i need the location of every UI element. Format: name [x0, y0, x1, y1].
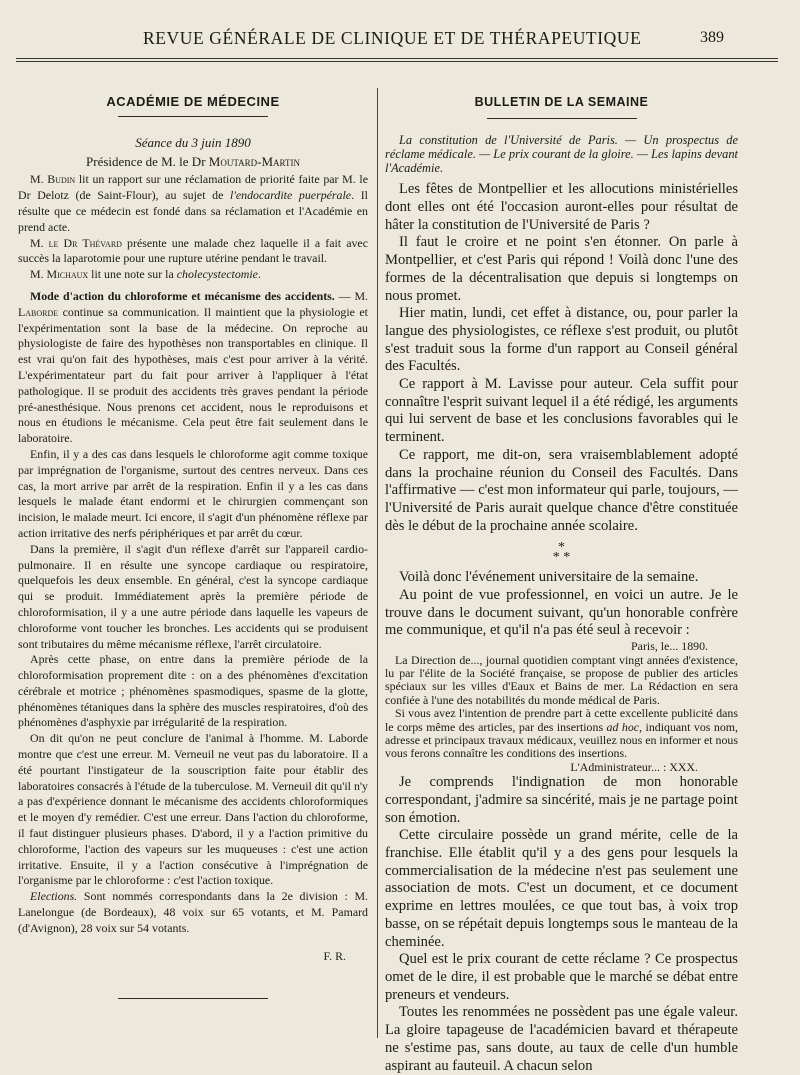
speaker-name: Laborde: [18, 304, 59, 319]
speaker-name: M. Budin: [30, 172, 76, 187]
quote-text: , indiquant vos nom, adresse et principaux travaux médicaux, veuillez nous en informer et nous vous ferons connaître les conditions des insertions.: [385, 719, 738, 761]
subsection-heading: Mode d'action du chloroforme et mécanisme des accidents.: [30, 288, 335, 303]
section-title-bulletin: BULLETIN DE LA SEMAINE: [474, 95, 649, 109]
seance-date: Séance du 3 juin 1890: [135, 134, 251, 150]
paragraph-text: . Il résulte que ce médecin est fondé dans sa réclamation et l'Académie en prend acte.: [18, 188, 368, 234]
quote-text: Si vous avez l'intention de prendre part à cette excellente publicité dans le corps même des articles, par des insertions: [385, 706, 738, 734]
paragraph-text: Sont nommés correspondants dans la 2e division : M. Lanelongue (de Bordeaux), 48 voix sur 65 votants, et M. Pamard (d'Avignon), 28 voix sur 54 votants.: [18, 889, 368, 935]
paragraph-phase: Après cette phase, on entre dans la première période de la chloroformisation proprement dite : on a des phénomènes d'excitation cérébrale et motrice ; phénomènes spasmodiques, spasme de la glotte, phénomènes tétaniques dans la sphère des muscles respiratoires, d'où des phénomènes d'asphyxie par irrégularité de la respiration.: [18, 652, 368, 730]
quote-date: Paris, le... 1890.: [631, 639, 708, 654]
speaker-name: M. Michaux: [30, 267, 89, 282]
paragraph-text: lit une note sur la: [88, 267, 177, 282]
paragraph-reflexe: Dans la première, il s'agit d'un réflexe d'arrêt sur l'appareil cardio-pulmonaire. Il en résulte une syncope cardiaque ou respiratoire, quelquefois les deux ensemble. En général, c'est la syncope cardiaque qui se produit. Immédiatement après la première période de chloroformisation, il y a une autre période dans laquelle les vapeurs de chloroforme vont toucher les bronches. Les accidents qui se produisent sont tributaires du même mécanisme réflexe, l'arrêt circulatoire.: [18, 541, 368, 651]
paragraph-circulaire: Cette circulaire possède un grand mérite, celle de la franchise. Elle établit qu'il y a des gens pour lesquels la commercialisation de la médecine n'est pas seulement une association de mots. C'est un document, et ce document exprime en lettres moulées, ce que tout bas, à voix trop basse, on se répétait depuis longtemps sous le manteau de la cheminée.: [385, 827, 738, 950]
section-end-rule: [118, 998, 268, 999]
paragraph-indignation: Je comprends l'indignation de mon honorable correspondant, j'admire sa sincérité, mais je ne partage point son émotion.: [385, 774, 738, 826]
paragraph-michaux: [18, 267, 368, 283]
header-rule-thin: [16, 61, 778, 62]
paragraph-adopte: Ce rapport, me dit-on, sera vraisemblablement adopté dans la prochaine réunion du Conseil des Facultés. Dans l'affirmative — c'est mon informateur qui parle, toujours, — l'Université de Paris aurait quelque chance d'être constituée dès le début de la prochaine année scolaire.: [385, 446, 738, 534]
paragraph-emphasis: cholecystectomie: [176, 267, 258, 282]
paragraph-elections: [18, 889, 368, 936]
right-column: [385, 88, 738, 1075]
section-title-academie: ACADÉMIE DE MÉDECINE: [106, 94, 280, 109]
paragraph-renommees: Toutes les renommées ne possèdent pas une égale valeur. La gloire tapageuse de l'académicien bavard et thérapeute ne s'estime pas, sans doute, au taux de celle d'un humble aspirant au fauteuil. A chacun selon: [385, 1004, 738, 1074]
left-column: [18, 88, 368, 999]
paragraph-budin: [18, 172, 368, 235]
page-number: 389: [700, 29, 724, 46]
quote-paragraph: [385, 707, 738, 761]
quoted-circular: [385, 640, 738, 774]
paragraph-text: — M.: [334, 288, 368, 303]
speaker-name: M. le Dr Thévard: [30, 235, 122, 250]
paragraph-emphasis: l'endocardite puerpérale: [230, 188, 352, 203]
paragraph-document: Au point de vue professionnel, en voici un autre. Je le trouve dans le document suivant, qu'un honorable confrère me communique, et qu'il n'a pas été seul à recevoir :: [385, 587, 738, 639]
column-divider: [377, 88, 378, 1038]
paragraph-thevard: [18, 236, 368, 268]
paragraph-laborde: On dit qu'on ne peut conclure de l'animal à l'homme. M. Laborde montre que c'est une erreur. M. Verneuil ne veut pas du laboratoire. Il a été pourtant l'instigateur de la souscription faite pour établir des laboratoires consacrés à l'étude de la tuberculose. M. Verneuil dit qu'il n'y a pas d'expérience donnant le mécanisme des accidents chloroformiques et le moyen d'y remédier. C'est une erreur. Dans l'action du chloroforme, il faut distinguer plusieurs phases. D'abord, il y a l'action primitive du chloroforme, l'action des vapeurs sur les muqueuses : c'est une action irritative. Ensuite, il y a l'action consécutive à l'imprégnation de l'organisme par le chloroforme : c'est l'action toxique.: [18, 731, 368, 888]
paragraph-hier: Hier matin, lundi, cet effet à distance, ou, pour parler la langue des physiologistes, ce réflexe s'est produit, ou plutôt s'est traduit sous la forme d'un rapport au Conseil général des Facultés.: [385, 305, 738, 375]
paragraph-fetes: Les fêtes de Montpellier et les allocutions ministérielles dont elles ont été l'occasion auront-elles pour résultat de hâter la constitution de l'Université de Paris ?: [385, 181, 738, 233]
title-rule: [487, 118, 637, 119]
presidence-label: Présidence de M. le Dr: [86, 153, 209, 169]
paragraph-chloroforme: [18, 289, 368, 447]
running-title: REVUE GÉNÉRALE DE CLINIQUE ET DE THÉRAPEUTIQUE: [143, 28, 642, 48]
quote-paragraph: La Direction de..., journal quotidien comptant vingt années d'existence, lu par l'élite de la Société française, se propose de publier des articles spéciaux sur les villes d'Eaux et Bains de mer. La Rédaction en sera confiée à l'une des notabilités du monde médical de Paris.: [385, 652, 738, 707]
quote-signature: L'Administrateur... : XXX.: [570, 759, 698, 774]
presidence: [18, 154, 368, 170]
elections-label: Elections.: [30, 889, 78, 904]
section-stars: * * *: [552, 540, 571, 566]
paragraph-evenement: Voilà donc l'événement universitaire de la semaine.: [399, 569, 699, 586]
page-header: [0, 28, 800, 54]
paragraph-text: continue sa communication. Il maintient que la physiologie et l'expérimentation sont la base de la médecine. On reproche au physiologiste de faire des hypothèses non transportables en clinique. Il est vrai qu'on fait des hypothèses, mais c'est pour arriver à la vérité. L'expérimentateur part du fait pour arriver à l'appliquer à l'état pathologique. Il se produit des accidents très graves pendant la période pré-anesthésique. Nous prenons cet accident, nous le reproduisons et nous en étudions le mécanisme. Cela peut être fait seulement dans le laboratoire.: [18, 304, 368, 446]
paragraph-text: lit un rapport sur une réclamation de priorité faite par M. le Dr Delotz (de Saint-Flour), au sujet de: [18, 172, 368, 203]
title-rule: [118, 116, 268, 117]
paragraph-text: .: [257, 267, 261, 282]
paragraph-toxique: Enfin, il y a des cas dans lesquels le chloroforme agit comme toxique par imprégnation de l'organisme, surtout des centres nerveux. Dans ces cas, la mort arrive par arrêt de la respiration. Enfin il y a les cas dans lesquels le malade étant endormi et le chirurgien commençant son incision, le malade meurt. Ici encore, il s'agit d'un phénomène réflexe par action irritative des nerfs périphériques et par arrêt du cœur.: [18, 446, 368, 540]
bulletin-summary: La constitution de l'Université de Paris. — Un prospectus de réclame médicale. — Le prix courant de la gloire. — Les lapins devant l'Académie.: [385, 132, 738, 176]
header-rule: [16, 58, 778, 59]
paragraph-rapport: Ce rapport à M. Lavisse pour auteur. Cela suffit pour connaître l'esprit suivant lequel il a été rédigé, les arguments qui lui servent de base et les conclusions favorables qui le terminent.: [385, 376, 738, 446]
signature: F. R.: [323, 948, 346, 963]
paragraph-text: présente une malade chez laquelle il a fait avec succès la laparotomie pour une rupture utérine pendant le travail.: [18, 235, 368, 266]
president-name: Moutard-Martin: [208, 153, 300, 169]
quote-emphasis: ad hoc: [606, 719, 640, 734]
paragraph-croire: Il faut le croire et ne point s'en étonner. On parle à Montpellier, et c'est Paris qui répond ! Voilà donc l'une des formes de la décentralisation que depuis si longtemps on nous promet.: [385, 234, 738, 304]
paragraph-prix: Quel est le prix courant de cette réclame ? Ce prospectus omet de le dire, il est probable que le marché se débat entre preneurs et vendeurs.: [385, 951, 738, 1003]
